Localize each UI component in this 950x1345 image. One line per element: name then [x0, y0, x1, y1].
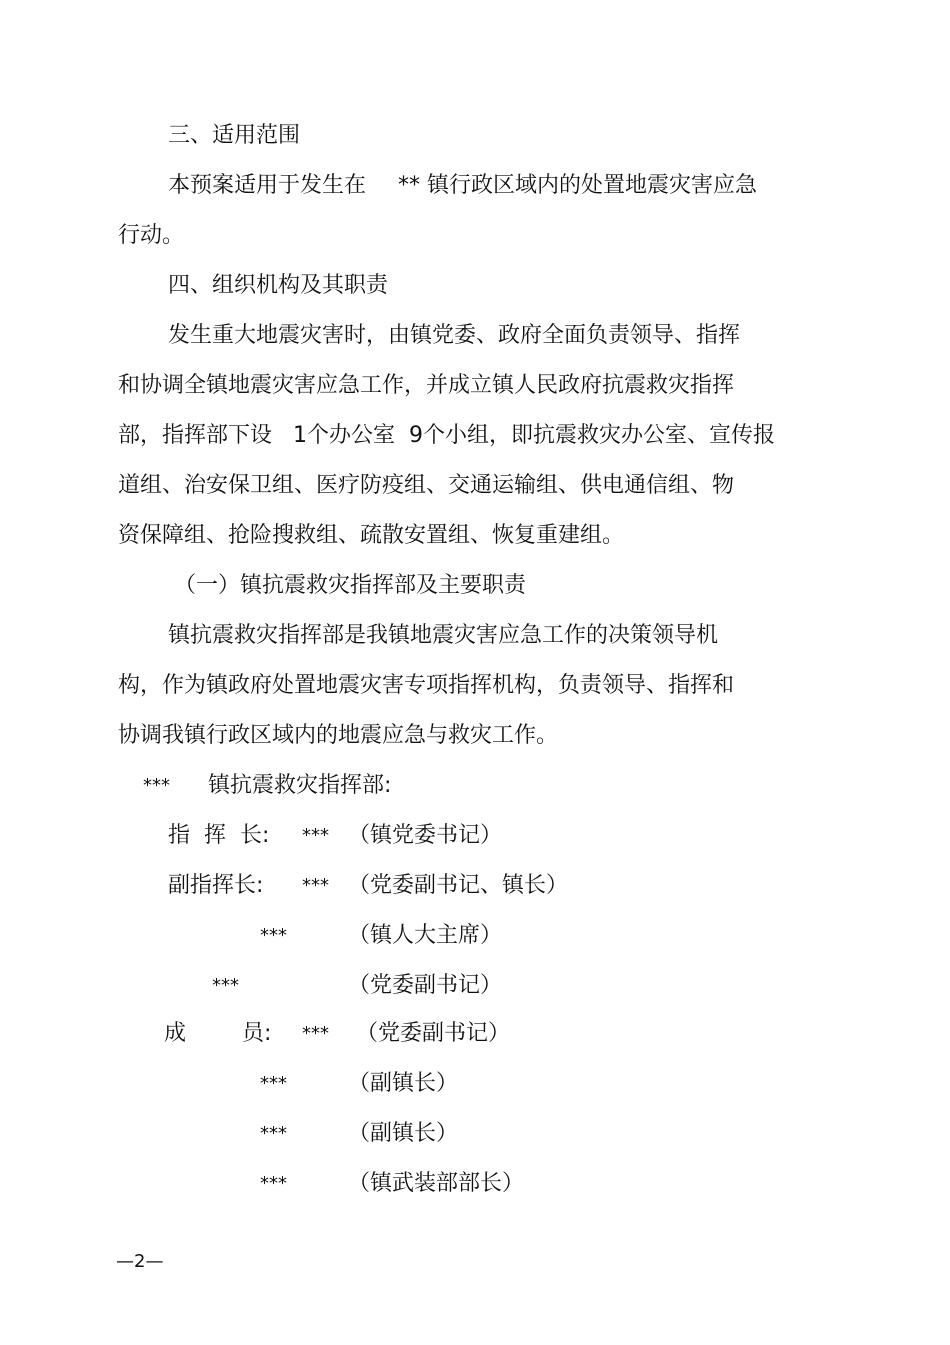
- hq-row-role: （党委副书记、镇长）: [348, 873, 569, 898]
- section4-line-5: 资保障组、抢险搜救组、疏散安置组、恢复重建组。: [118, 523, 625, 548]
- hq-row-name: ***: [302, 875, 329, 896]
- hq-row-label: 副指挥长:: [168, 873, 264, 898]
- hq-row-name: ***: [302, 1023, 329, 1044]
- hq-row-name: ***: [260, 1123, 287, 1144]
- hq-row-role: （镇党委书记）: [348, 823, 503, 848]
- hq-row-name: ***: [302, 825, 329, 846]
- hq-row-role: （镇武装部部长）: [348, 1171, 525, 1196]
- hq-row-label: 指 挥 长:: [168, 823, 270, 848]
- section4-line-2: 和协调全镇地震灾害应急工作，并成立镇人民政府抗震救灾指挥: [118, 373, 735, 398]
- hq-row-role: （镇人大主席）: [348, 923, 503, 948]
- hq-row-label: 成 员:: [164, 1021, 272, 1046]
- section4-line-3: 部，指挥部下设 1个办公室 9个小组，即抗震救灾办公室、宣传报: [118, 423, 775, 448]
- section3-para-line2: 行动。: [118, 223, 185, 248]
- section3-heading: 三、适用范围: [168, 123, 301, 148]
- subsection1-line-3: 协调我镇行政区域内的地震应急与救灾工作。: [118, 723, 559, 748]
- hq-row-name: ***: [260, 925, 287, 946]
- hq-row-name: ***: [212, 975, 239, 996]
- hq-row-role: （党委副书记）: [348, 973, 503, 998]
- hq-row-name: ***: [260, 1173, 287, 1194]
- section3-para-line1b: ** 镇行政区域内的处置地震灾害应急: [398, 173, 757, 198]
- hq-prefix: ***: [143, 775, 170, 796]
- hq-row-role: （副镇长）: [348, 1121, 459, 1146]
- hq-row-name: ***: [260, 1073, 287, 1094]
- subsection1-line-1: 镇抗震救灾指挥部是我镇地震灾害应急工作的决策领导机: [168, 623, 719, 648]
- section4-line-1: 发生重大地震灾害时，由镇党委、政府全面负责领导、指挥: [168, 323, 741, 348]
- page-number: —2—: [116, 1251, 164, 1272]
- hq-title: 镇抗震救灾指挥部:: [208, 773, 392, 798]
- hq-row-role: （党委副书记）: [356, 1021, 511, 1046]
- section4-heading: 四、组织机构及其职责: [168, 273, 389, 298]
- hq-row-role: （副镇长）: [348, 1071, 459, 1096]
- subsection1-line-2: 构，作为镇政府处置地震灾害专项指挥机构，负责领导、指挥和: [118, 673, 735, 698]
- section4-line-4: 道组、治安保卫组、医疗防疫组、交通运输组、供电通信组、物: [118, 473, 735, 498]
- subsection1-heading: （一）镇抗震救灾指挥部及主要职责: [174, 573, 527, 598]
- section3-para-line1a: 本预案适用于发生在: [168, 173, 367, 198]
